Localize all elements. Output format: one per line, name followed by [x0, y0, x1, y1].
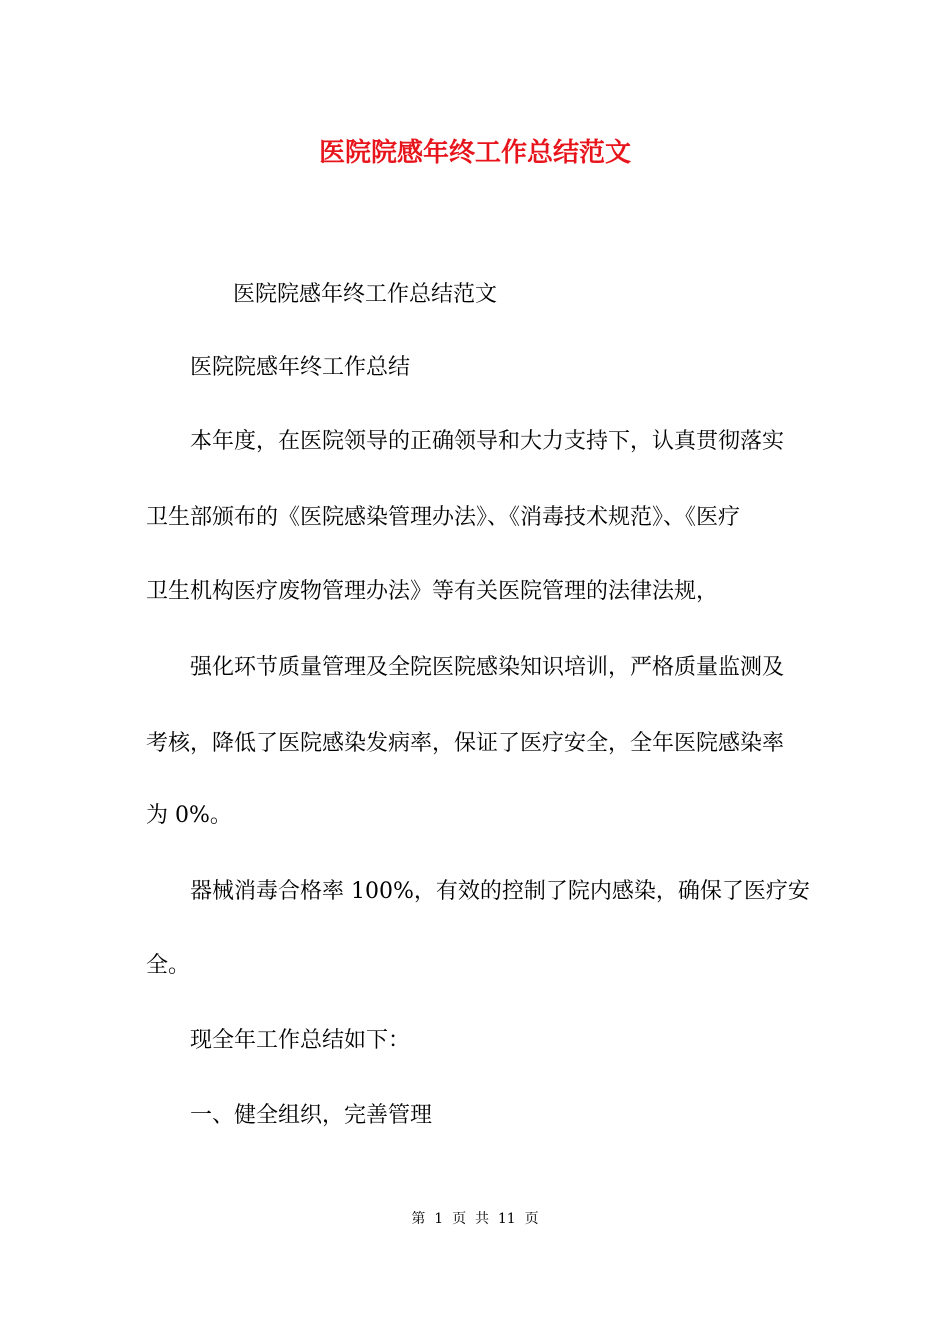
subtitle-line: 医院院感年终工作总结范文 — [233, 282, 498, 307]
paragraph-line: 为 0%。 — [146, 803, 232, 828]
page-number-footer: 第 1 页 共 11 页 — [411, 1211, 539, 1227]
heading-line: 医院院感年终工作总结 — [190, 355, 411, 380]
paragraph-line: 卫生部颁布的《医院感染管理办法》、《消毒技术规范》、《医疗 — [146, 505, 741, 530]
document-title: 医院院感年终工作总结范文 — [318, 138, 631, 168]
section-heading: 一、健全组织，完善管理 — [190, 1103, 433, 1128]
paragraph-line: 本年度，在医院领导的正确领导和大力支持下，认真贯彻落实 — [190, 429, 785, 454]
paragraph-line: 卫生机构医疗废物管理办法》等有关医院管理的法律法规， — [146, 579, 719, 604]
paragraph-line: 现全年工作总结如下： — [190, 1028, 411, 1053]
paragraph-line: 全。 — [146, 953, 191, 978]
paragraph-line: 强化环节质量管理及全院医院感染知识培训，严格质量监测及 — [190, 655, 785, 680]
paragraph-line: 考核，降低了医院感染发病率，保证了医疗安全，全年医院感染率 — [146, 731, 785, 756]
paragraph-line: 器械消毒合格率 100%，有效的控制了院内感染，确保了医疗安 — [190, 879, 810, 904]
